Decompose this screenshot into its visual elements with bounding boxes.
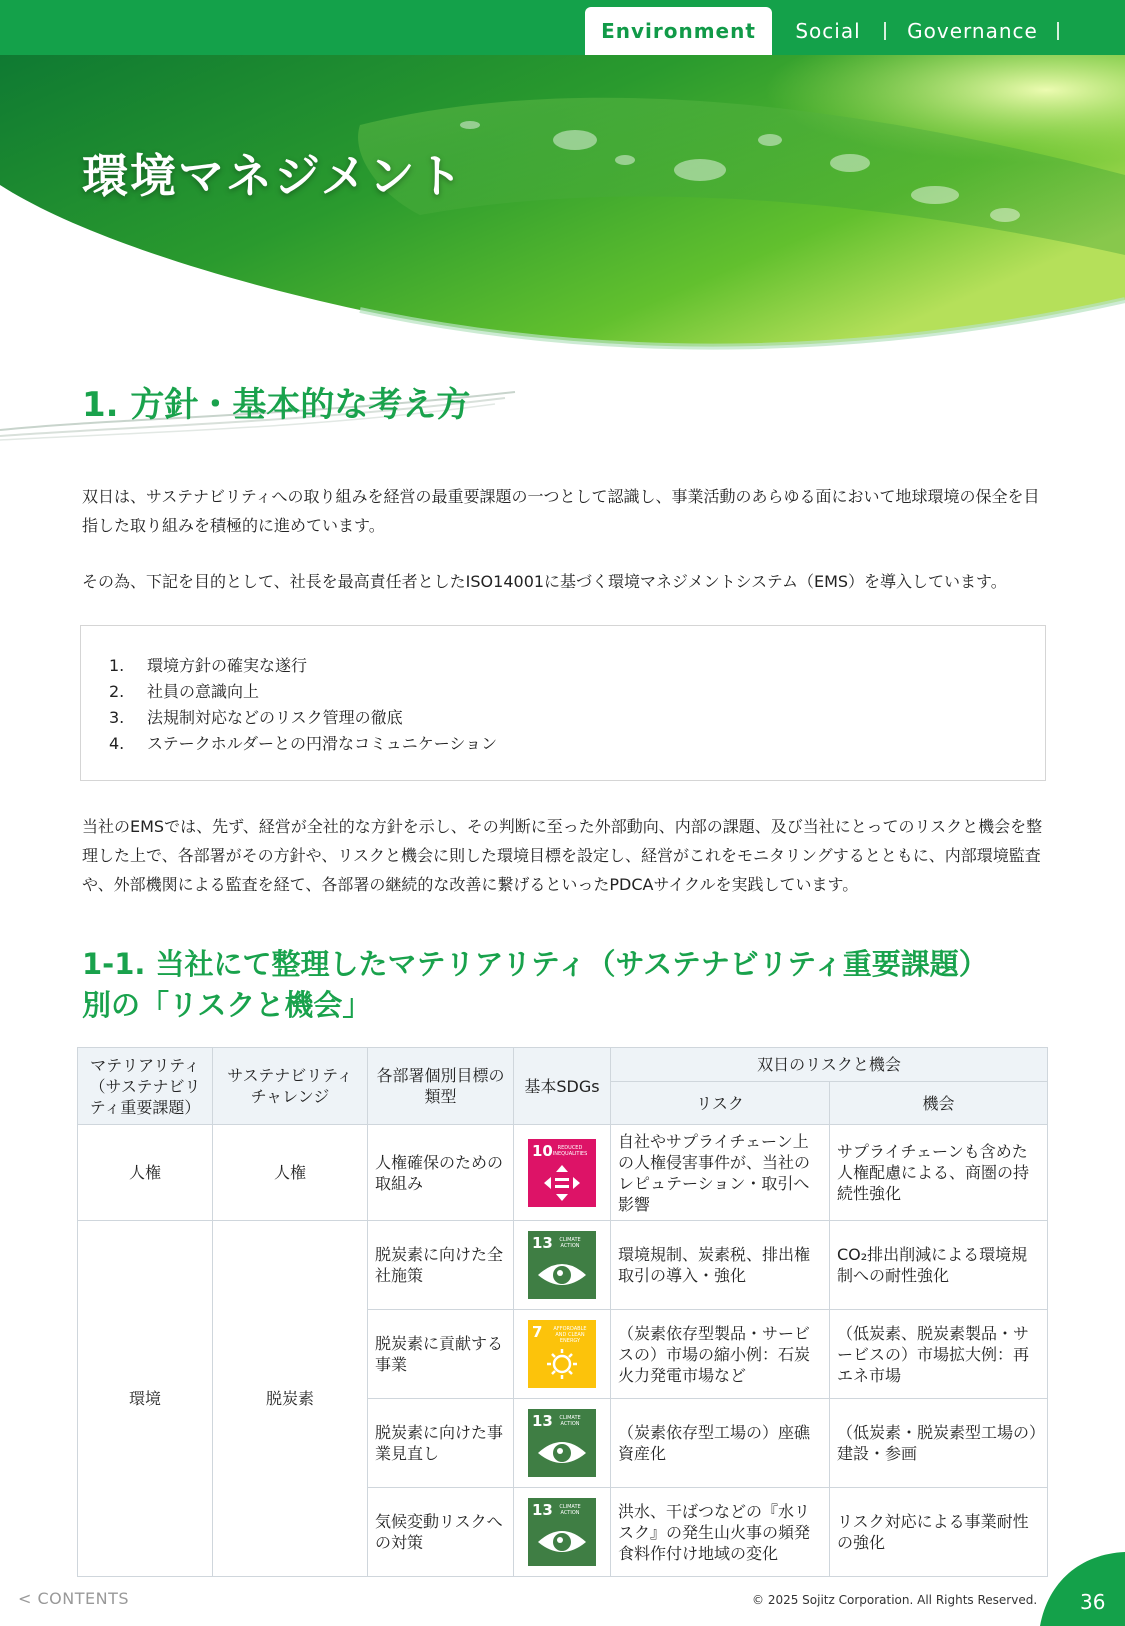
header-challenge: サステナビリティチャレンジ — [213, 1048, 368, 1125]
sun-power-icon — [528, 1320, 596, 1388]
ems-purpose-list — [109, 653, 497, 757]
target-cell: 脱炭素に向けた全社施策 — [368, 1221, 514, 1310]
opportunity-cell: CO₂排出削減による環境規制への耐性強化 — [830, 1221, 1048, 1310]
list-item: 4. ステークホルダーとの円滑なコミュニケーション — [109, 734, 498, 753]
sdg-cell — [514, 1125, 611, 1221]
target-cell: 脱炭素に向けた事業見直し — [368, 1399, 514, 1488]
risk-opportunity-table — [77, 1047, 1048, 1577]
nav-divider — [1057, 22, 1059, 40]
opportunity-cell: （低炭素・脱炭素型工場の）建設・参画 — [830, 1399, 1048, 1488]
risk-cell: （炭素依存型工場の）座礁資産化 — [611, 1399, 830, 1488]
list-item: 3. 法規制対応などのリスク管理の徹底 — [109, 708, 403, 727]
leaf-hero-image — [0, 55, 1125, 370]
header-materiality: マテリアリティ（サステナビリティ重要課題） — [78, 1048, 213, 1125]
sdg-13-icon: 13 CLIMATE ACTION — [528, 1231, 596, 1299]
list-item: 2. 社員の意識向上 — [109, 682, 260, 701]
policy-paragraph-1: 双日は、サステナビリティへの取り組みを経営の最重要課題の一つとして認識し、事業活動のあらゆる面において地球環境の保全を目指した取り組みを積極的に進めています。 — [82, 487, 1040, 535]
header-risks-and-opportunities: 双日のリスクと機会 — [611, 1048, 1048, 1082]
opportunity-cell: サプライチェーンも含めた人権配慮による、商圏の持続性強化 — [830, 1125, 1048, 1221]
list-item: 1. 環境方針の確実な遂行 — [109, 656, 308, 675]
ems-purpose-box — [80, 625, 1046, 781]
sdg-cell — [514, 1310, 611, 1399]
sdg-10-icon: 10 REDUCED INEQUALITIES — [528, 1139, 596, 1207]
tab-environment[interactable]: Environment — [585, 7, 772, 55]
ems-description-paragraph: 当社のEMSでは、先ず、経営が全社的な方針を示し、その判断に至った外部動向、内部の課題、及び当社にとってのリスクと機会を整理した上で、各部署がその方針や、リスクと機会に則した環境目標を設定し、経営がこれをモニタリングするとともに、内部環境監査や、外部機関による監査を経て、各部署の継続的な改善に繋げるといったPDCAサイクルを実践しています。 — [82, 817, 1043, 894]
challenge-cell: 人権 — [213, 1125, 368, 1221]
target-cell: 脱炭素に貢献する事業 — [368, 1310, 514, 1399]
header-sdgs: 基本SDGs — [514, 1048, 611, 1125]
sdg-13-icon: 13 CLIMATE ACTION — [528, 1498, 596, 1566]
section-heading-risks-opportunities: 1-1. 当社にて整理したマテリアリティ（サステナビリティ重要課題） 別の「リスクと機会」 — [82, 947, 988, 1022]
sdg-cell — [514, 1399, 611, 1488]
sdg-7-icon: 7 AFFORDABLE AND CLEAN ENERGY — [528, 1320, 596, 1388]
hero-banner — [0, 55, 1125, 370]
table-row — [78, 1221, 1048, 1310]
top-nav-bar — [0, 0, 1125, 55]
nav-divider — [884, 22, 886, 40]
opportunity-cell: リスク対応による事業耐性の強化 — [830, 1488, 1048, 1577]
risk-cell: 環境規制、炭素税、排出権取引の導入・強化 — [611, 1221, 830, 1310]
tab-social[interactable]: Social — [795, 19, 861, 43]
sdg-13-icon: 13 CLIMATE ACTION — [528, 1409, 596, 1477]
risk-cell: （炭素依存型製品・サービスの）市場の縮小例：石炭火力発電市場など — [611, 1310, 830, 1399]
header-opportunity: 機会 — [830, 1082, 1048, 1125]
eye-globe-icon — [528, 1498, 596, 1566]
policy-paragraph-2: その為、下記を目的として、社長を最高責任者としたISO14001に基づく環境マネジメントシステム（EMS）を導入しています。 — [82, 572, 1007, 591]
eye-globe-icon — [528, 1231, 596, 1299]
contents-link[interactable]: < CONTENTS — [18, 1589, 130, 1608]
page-title: 環境マネジメント — [82, 149, 465, 203]
sdg-cell — [514, 1221, 611, 1310]
tab-governance[interactable]: Governance — [907, 19, 1038, 43]
opportunity-cell: （低炭素、脱炭素製品・サービスの）市場拡大例：再エネ市場 — [830, 1310, 1048, 1399]
risk-cell: 洪水、干ばつなどの『水リスク』の発生山火事の頻発食料作付け地域の変化 — [611, 1488, 830, 1577]
risk-cell: 自社やサプライチェーン上の人権侵害事件が、当社のレピュテーション・取引へ影響 — [611, 1125, 830, 1221]
page-number: 36 — [1080, 1590, 1106, 1614]
target-cell: 人権確保のための取組み — [368, 1125, 514, 1221]
page-corner-decoration — [1040, 1552, 1125, 1626]
copyright-text: © 2025 Sojitz Corporation. All Rights Reserved. — [752, 1593, 1038, 1607]
challenge-cell: 脱炭素 — [213, 1221, 368, 1577]
header-target-type: 各部署個別目標の類型 — [368, 1048, 514, 1125]
materiality-cell: 人権 — [78, 1125, 213, 1221]
header-risk: リスク — [611, 1082, 830, 1125]
equality-icon — [528, 1139, 596, 1207]
eye-globe-icon — [528, 1409, 596, 1477]
table-row — [78, 1125, 1048, 1221]
sdg-cell — [514, 1488, 611, 1577]
section-heading-policy: 1. 方針・基本的な考え方 — [82, 385, 471, 425]
target-cell: 気候変動リスクへの対策 — [368, 1488, 514, 1577]
materiality-cell: 環境 — [78, 1221, 213, 1577]
